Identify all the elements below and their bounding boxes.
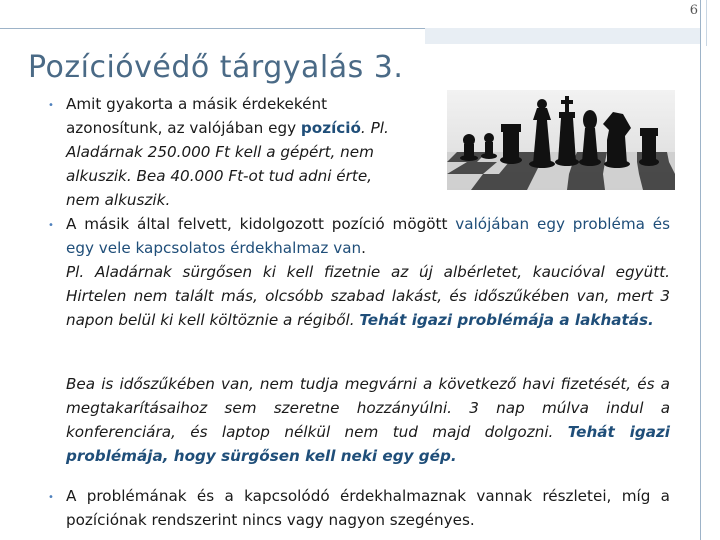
- bullet-1-line-5: nem alkuszik.: [66, 191, 171, 209]
- bullet-3-text: A problémának és a kapcsolódó érdekhalmaznak vannak részletei, míg a pozíciónak rendszerint nincs vagy nagyon szegényes.: [66, 487, 670, 529]
- right-border-accent: [706, 0, 707, 46]
- bullet-2-example-bea: [66, 372, 670, 468]
- bullet-marker: •: [48, 492, 54, 503]
- right-border-line: [700, 0, 701, 540]
- header-band: [425, 28, 700, 44]
- example-aladar-text: Pl. Aladárnak sürgősen ki kell fizetnie az új albérletet, kaucióval együtt. Hirtelen nem talált más, olcsóbb szabad lakást, és időszűkében van, mert 3 napon belül ki kell költöznie a régiből.: [66, 263, 670, 329]
- bullet-2-intro: [66, 212, 670, 260]
- slide-title: Pozícióvédő tárgyalás 3.: [28, 50, 404, 85]
- bullet-2-intro-post: .: [361, 239, 366, 257]
- page-number: 6: [689, 3, 698, 18]
- bullet-1-line-2-pre: azonosítunk, az valójában egy: [66, 119, 301, 137]
- bullet-marker: •: [48, 100, 54, 111]
- bullet-2-example-aladar: [66, 260, 670, 332]
- bullet-1-line-2: [66, 116, 389, 140]
- example-bea-text: Bea is időszűkében van, nem tudja megvárni a következő havi fizetését, és a megtakarításaihoz sem szeretne hozzányúlni. 3 nap múlva indul a konferenciára, és laptop nélkül nem tud majd dolgozni.: [66, 375, 670, 441]
- bullet-1-line-3: Aladárnak 250.000 Ft kell a gépért, nem: [66, 143, 374, 161]
- bullet-marker: •: [48, 220, 54, 231]
- conclusion-bea: Tehát igazi problémája, hogy sürgősen kell neki egy gép.: [66, 423, 671, 465]
- bullet-1-line-1: Amit gyakorta a másik érdekeként: [66, 95, 328, 113]
- highlight-problema: valójában egy probléma és egy vele kapcsolatos érdekhalmaz van: [66, 215, 670, 257]
- bullet-1-line-2-post: . Pl.: [360, 119, 389, 137]
- chess-pieces-photo: [447, 90, 675, 190]
- bullet-2-intro-pre: A másik által felvett, kidolgozott pozíció mögött: [66, 215, 456, 233]
- highlight-pozicio: pozíció: [300, 119, 361, 137]
- bullet-1-line-4: alkuszik. Bea 40.000 Ft-ot tud adni érte,: [66, 167, 372, 185]
- conclusion-aladar: Tehát igazi problémája a lakhatás.: [359, 311, 654, 329]
